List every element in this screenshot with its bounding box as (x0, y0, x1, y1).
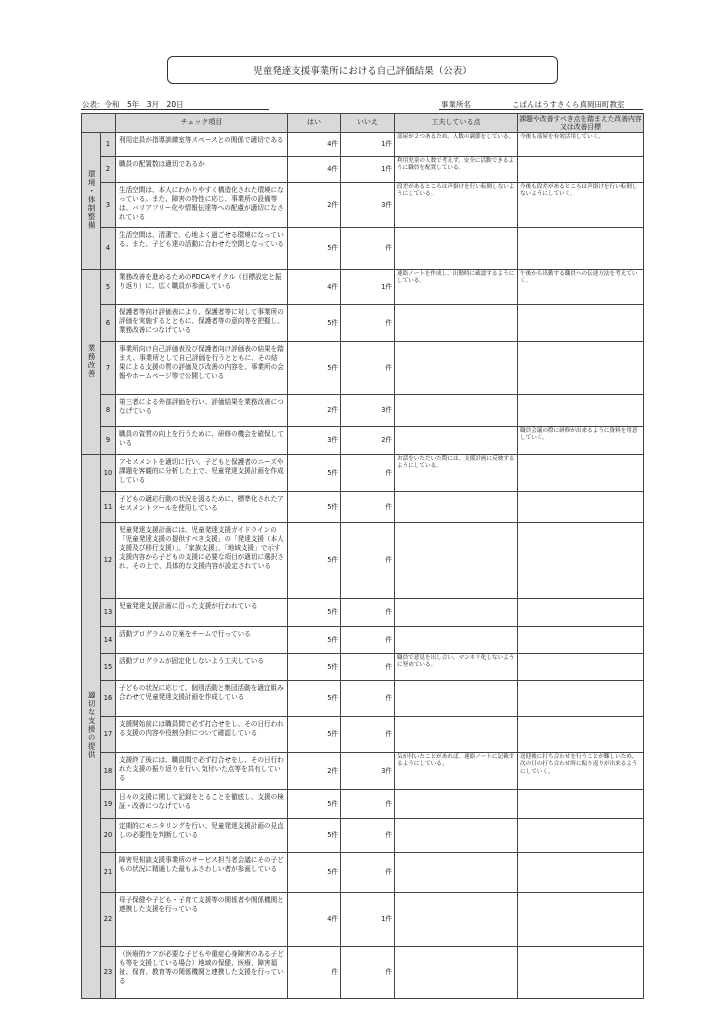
table-row (82, 790, 644, 819)
row-number: 6 (101, 305, 116, 342)
issue-note (518, 305, 644, 342)
row-number: 22 (101, 893, 116, 947)
no-count: 件 (341, 790, 395, 819)
issue-note (518, 157, 644, 183)
check-item: 事業所向け自己評価表及び保護者向け評価表の結果を踏まえ、事業所として自己評価を行うとともに、その結果による支援の質の評価及び改善の内容を、事業所の会報やホームページ等で公開している (116, 342, 288, 395)
yes-count: 4件 (288, 157, 341, 183)
row-number: 20 (101, 819, 116, 853)
row-number: 9 (101, 427, 116, 455)
table-row (82, 627, 644, 654)
no-count: 件 (341, 947, 395, 999)
header-no: いいえ (341, 114, 395, 133)
no-count: 1件 (341, 270, 395, 305)
row-number: 23 (101, 947, 116, 999)
issue-note (518, 523, 644, 599)
row-number: 5 (101, 270, 116, 305)
table-row (82, 681, 644, 717)
no-count: 件 (341, 627, 395, 654)
header-blank (82, 114, 116, 133)
no-count: 件 (341, 228, 395, 270)
effort-note (395, 427, 518, 455)
issue-note (518, 853, 644, 893)
check-item: 児童発達支援計画に沿った支援が行われている (116, 599, 288, 627)
table-row (82, 157, 644, 183)
yes-count: 5件 (288, 599, 341, 627)
table-row (82, 717, 644, 753)
category-label: 業務改善 (87, 343, 97, 378)
office-label: 事業所名 (441, 100, 471, 109)
no-count: 3件 (341, 183, 395, 228)
page-title: 児童発達支援事業所における自己評価結果（公表） (167, 56, 558, 84)
issue-note (518, 455, 644, 492)
table-row (82, 753, 644, 790)
check-item: 職員の資質の向上を行うために、研修の機会を確保している (116, 427, 288, 455)
row-number: 13 (101, 599, 116, 627)
issue-note (518, 790, 644, 819)
row-number: 4 (101, 228, 116, 270)
check-item: 生活空間は、本人にわかりやすく構造化された環境になっている。また、障害の特性に応じ、事業所の設備等は、バリアフリー化や情報伝達等への配慮が適切になされている (116, 183, 288, 228)
header-check: チェック項目 (116, 114, 288, 133)
table-row (82, 455, 644, 492)
yes-count: 5件 (288, 654, 341, 681)
effort-note (395, 305, 518, 342)
issue-note (518, 395, 644, 427)
table-row (82, 270, 644, 305)
check-item: 職員の配置数は適切であるか (116, 157, 288, 183)
check-item: 支援開始前には職員間で必ず打合せをし、その日行われる支援の内容や役割分担について確認している (116, 717, 288, 753)
yes-count: 5件 (288, 627, 341, 654)
row-number: 15 (101, 654, 116, 681)
yes-count: 5件 (288, 228, 341, 270)
issue-note (518, 893, 644, 947)
effort-note (395, 627, 518, 654)
table-row (82, 133, 644, 157)
issue-note (518, 717, 644, 753)
table-row (82, 853, 644, 893)
issue-note (518, 599, 644, 627)
no-count: 件 (341, 654, 395, 681)
check-item: 母子保健や子ども・子育て支援等の関係者や関係機関と連携した支援を行っている (116, 893, 288, 947)
table-row (82, 305, 644, 342)
table-row (82, 492, 644, 523)
table-row (82, 183, 644, 228)
row-number: 21 (101, 853, 116, 893)
table-row (82, 228, 644, 270)
issue-note: 今後も部屋を有効活用していく。 (518, 133, 644, 157)
no-count: 件 (341, 342, 395, 395)
no-count: 件 (341, 492, 395, 523)
effort-note: 気が付いたことがあれば、連絡ノートに記載するようにしている。 (395, 753, 518, 790)
yes-count: 2件 (288, 395, 341, 427)
check-item: 第三者による外部評価を行い、評価結果を業務改善につなげている (116, 395, 288, 427)
row-number: 12 (101, 523, 116, 599)
no-count: 1件 (341, 133, 395, 157)
yes-count: 件 (288, 947, 341, 999)
category-business-improvement (82, 270, 101, 455)
check-item: 業務改善を進めるためのPDCAサイクル（目標設定と振り返り）に、広く職員が参画している (116, 270, 288, 305)
no-count: 3件 (341, 753, 395, 790)
publish-underline (81, 109, 269, 110)
check-item: 利用定員が指導訓練室等スペースとの関係で適切である (116, 133, 288, 157)
issue-note (518, 228, 644, 270)
effort-note (395, 947, 518, 999)
no-count: 件 (341, 717, 395, 753)
yes-count: 5件 (288, 681, 341, 717)
header-effort: 工夫している点 (395, 114, 518, 133)
publish-date: 公表：令和 5年 3月 20日 (82, 100, 184, 109)
effort-note (395, 523, 518, 599)
check-item: 活動プログラムの立案をチームで行っている (116, 627, 288, 654)
table-row (82, 947, 644, 999)
effort-note: 利用児童の人数で考えず、安全に活動できるように職員を配置している。 (395, 157, 518, 183)
effort-note: お話をいただいた際には、支援計画に反映するようにしている。 (395, 455, 518, 492)
effort-note: 段差があるところは声掛けを行い転倒しないようにしている。 (395, 183, 518, 228)
header-row (82, 114, 644, 133)
table-row (82, 395, 644, 427)
table-row (82, 599, 644, 627)
row-number: 8 (101, 395, 116, 427)
row-number: 18 (101, 753, 116, 790)
table-row (82, 654, 644, 681)
header-yes: はい (288, 114, 341, 133)
row-number: 3 (101, 183, 116, 228)
row-number: 11 (101, 492, 116, 523)
effort-note: 連絡ノートを作成し、出勤時に確認するようにしている。 (395, 270, 518, 305)
effort-note (395, 228, 518, 270)
row-number: 1 (101, 133, 116, 157)
yes-count: 4件 (288, 270, 341, 305)
issue-note (518, 947, 644, 999)
check-item: 子どもの状況に応じて、個別活動と集団活動を適宜組み合わせて児童発達支援計画を作成している (116, 681, 288, 717)
yes-count: 2件 (288, 753, 341, 790)
yes-count: 5件 (288, 492, 341, 523)
effort-note (395, 790, 518, 819)
check-item: 日々の支援に関して記録をとることを徹底し、支援の検証・改善につなげている (116, 790, 288, 819)
effort-note (395, 893, 518, 947)
effort-note (395, 681, 518, 717)
row-number: 16 (101, 681, 116, 717)
table-row (82, 342, 644, 395)
issue-note (518, 654, 644, 681)
issue-note: 職員会議の際に研修が出来るように資料を用意していく。 (518, 427, 644, 455)
table-row (82, 523, 644, 599)
issue-note: 送迎後に打ち合わせを行うことが難しいため、次の日の打ち合わせ時に振り返りが出来るようにしていく。 (518, 753, 644, 790)
check-item: 児童発達支援計画には、児童発達支援ガイドラインの「児童発達支援の提供すべき支援」の「発達支援（本人支援及び移行支援）」、「家族支援」、「地域支援」で示す支援内容から子どもの支援に必要な項目が適切に選択され、その上で、具体的な支援内容が設定されている (116, 523, 288, 599)
category-environment (82, 133, 101, 270)
category-label: 環境・体制整備 (87, 169, 97, 230)
effort-note (395, 819, 518, 853)
effort-note (395, 395, 518, 427)
row-number: 17 (101, 717, 116, 753)
check-item: 生活空間は、清潔で、心地よく過ごせる環境になっている。また、子ども達の活動に合わせた空間となっている (116, 228, 288, 270)
check-item: 支援終了後には、職員間で必ず打合せをし、その日行われた支援の振り返りを行い､気付いた点等を共有している (116, 753, 288, 790)
row-number: 14 (101, 627, 116, 654)
effort-note (395, 717, 518, 753)
check-item: 子どもの適応行動の状況を図るために、標準化されたアセスメントツールを使用している (116, 492, 288, 523)
no-count: 1件 (341, 157, 395, 183)
check-item: アセスメントを適切に行い、子どもと保護者のニーズや課題を客観的に分析した上で、児童発達支援計画を作成している (116, 455, 288, 492)
no-count: 件 (341, 455, 395, 492)
category-support-provision (82, 455, 101, 999)
evaluation-table (81, 113, 644, 999)
effort-note: 部屋が２つあるため、人数の調節をしている。 (395, 133, 518, 157)
no-count: 件 (341, 853, 395, 893)
yes-count: 2件 (288, 183, 341, 228)
no-count: 2件 (341, 427, 395, 455)
issue-note (518, 492, 644, 523)
issue-note (518, 819, 644, 853)
no-count: 件 (341, 599, 395, 627)
check-item: 活動プログラムが固定化しないよう工夫している (116, 654, 288, 681)
issue-note: 午後から出勤する職員への伝達方法を考えていく。 (518, 270, 644, 305)
no-count: 件 (341, 819, 395, 853)
table-row (82, 819, 644, 853)
check-item: （医療的ケアが必要な子どもや重症心身障害のある子ども等を支援している場合）地域の保健、医療、障害福祉、保育、教育等の関係機関と連携した支援を行っている (116, 947, 288, 999)
check-item: 障害児相談支援事業所のサービス担当者会議にその子どもの状況に精通した最もふさわしい者が参画している (116, 853, 288, 893)
effort-note (395, 853, 518, 893)
office-underline (439, 109, 643, 110)
effort-note (395, 599, 518, 627)
yes-count: 5件 (288, 305, 341, 342)
no-count: 件 (341, 681, 395, 717)
row-number: 19 (101, 790, 116, 819)
effort-note (395, 492, 518, 523)
row-number: 2 (101, 157, 116, 183)
row-number: 7 (101, 342, 116, 395)
effort-note: 職員で意見を出し合い、マンネリ化しないように努めている。 (395, 654, 518, 681)
yes-count: 3件 (288, 427, 341, 455)
no-count: 3件 (341, 395, 395, 427)
issue-note (518, 681, 644, 717)
check-item: 保護者等向け評価表により、保護者等に対して事業所の評価を実施するとともに、保護者等の意向等を把握し、業務改善につなげている (116, 305, 288, 342)
table-row (82, 427, 644, 455)
table-row (82, 893, 644, 947)
yes-count: 4件 (288, 133, 341, 157)
no-count: 件 (341, 305, 395, 342)
yes-count: 5件 (288, 455, 341, 492)
yes-count: 4件 (288, 893, 341, 947)
no-count: 件 (341, 523, 395, 599)
issue-note: 今後も段差があるところは声掛けを行い転倒しないようにしていく。 (518, 183, 644, 228)
yes-count: 5件 (288, 717, 341, 753)
yes-count: 5件 (288, 853, 341, 893)
office-name: こぱんはうすさくら真岡田町教室 (512, 100, 625, 109)
yes-count: 5件 (288, 523, 341, 599)
yes-count: 5件 (288, 790, 341, 819)
row-number: 10 (101, 455, 116, 492)
yes-count: 5件 (288, 342, 341, 395)
category-label: 適切な支援の提供 (87, 691, 97, 760)
issue-note (518, 342, 644, 395)
yes-count: 5件 (288, 819, 341, 853)
no-count: 1件 (341, 893, 395, 947)
check-item: 定期的にモニタリングを行い、児童発達支援計画の見直しの必要性を判断している (116, 819, 288, 853)
issue-note (518, 627, 644, 654)
effort-note (395, 342, 518, 395)
header-issues: 課題や改善すべき点を踏まえた改善内容又は改善目標 (519, 114, 642, 131)
